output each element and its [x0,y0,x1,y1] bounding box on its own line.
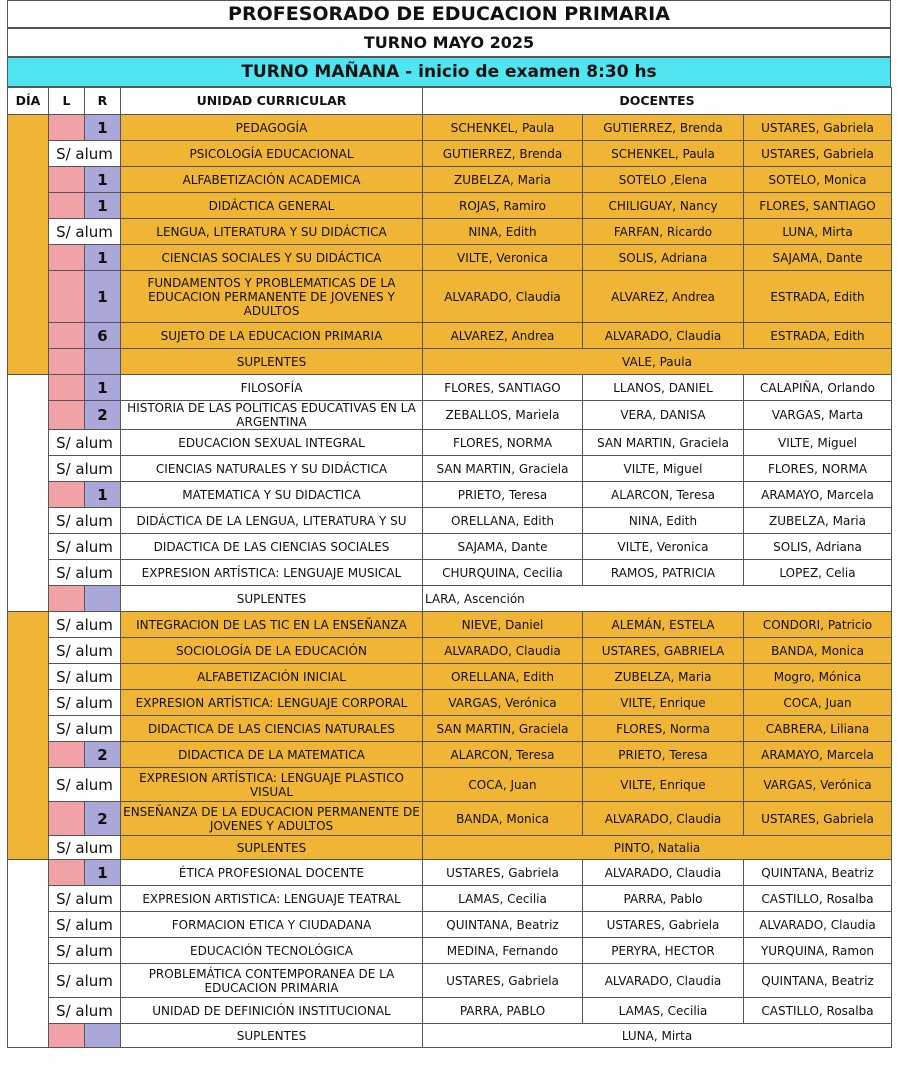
subject-name: EXPRESION ARTISTICA: LENGUAJE TEATRAL [121,886,423,912]
header-l: L [49,88,85,115]
docente-name: ARAMAYO, Marcela [744,742,892,768]
docente-name: ORELLANA, Edith [423,508,583,534]
subject-name: EXPRESION ARTÍSTICA: LENGUAJE PLASTICO VISUAL [121,768,423,802]
docente-name: VILTE, Enrique [583,768,744,802]
docente-name: ALVAREZ, Andrea [423,323,583,349]
docente-name: USTARES, Gabriela [423,964,583,998]
docente-name: ESTRADA, Edith [744,271,892,323]
docente-name: QUINTANA, Beatriz [744,964,892,998]
docente-name: SOLIS, Adriana [583,245,744,271]
docente-name: LLANOS, DANIEL [583,375,744,401]
schedule-row [8,638,892,664]
docente-name: VILTE, Enrique [583,690,744,716]
regular-count: 2 [85,742,121,768]
docente-name: ALARCON, Teresa [423,742,583,768]
sin-alumnos-cell: S/ alum [49,716,121,742]
libre-cell [49,167,85,193]
regular-count: 1 [85,245,121,271]
schedule-row [8,768,892,802]
docente-name: Mogro, Mónica [744,664,892,690]
docente-name: FLORES, SANTIAGO [744,193,892,219]
schedule-row [8,534,892,560]
subject-name: FILOSOFÍA [121,375,423,401]
docente-name: LUNA, Mirta [744,219,892,245]
regular-count: 1 [85,193,121,219]
subject-name: EDUCACIÓN TECNOLÓGICA [121,938,423,964]
suplentes-label: SUPLENTES [121,586,423,612]
regular-count: 1 [85,375,121,401]
docente-name: ZUBELZA, Maria [583,664,744,690]
docente-name: FLORES, SANTIAGO [423,375,583,401]
subject-name: SUJETO DE LA EDUCACION PRIMARIA [121,323,423,349]
schedule-row [8,802,892,836]
schedule-row [8,323,892,349]
day-label [8,860,49,1048]
docente-name: ALVARADO, Claudia [744,912,892,938]
schedule-row [8,508,892,534]
docente-name: VARGAS, Verónica [423,690,583,716]
schedule-row [8,430,892,456]
docente-name: ALVARADO, Claudia [583,802,744,836]
subject-name: DIDACTICA DE LA MATEMATICA [121,742,423,768]
sin-alumnos-cell: S/ alum [49,912,121,938]
docente-name: MEDINA, Fernando [423,938,583,964]
libre-cell [49,802,85,836]
docente-name: VILTE, Veronica [583,534,744,560]
sin-alumnos-cell: S/ alum [49,456,121,482]
header-unidad-curricular: UNIDAD CURRICULAR [121,88,423,115]
docente-name: VILTE, Miguel [583,456,744,482]
sin-alumnos-cell: S/ alum [49,664,121,690]
docente-name: USTARES, Gabriela [744,802,892,836]
sin-alumnos-cell: S/ alum [49,612,121,638]
docente-name: PRIETO, Teresa [423,482,583,508]
libre-cell [49,193,85,219]
docente-name: ALVARADO, Claudia [423,638,583,664]
regular-count: 1 [85,482,121,508]
docente-name: CHILIGUAY, Nancy [583,193,744,219]
regular-count: 2 [85,802,121,836]
subject-name: PEDAGOGÍA [121,115,423,141]
day-label [8,375,49,612]
header-dia: DÍA [8,88,49,115]
subject-name: FORMACION ETICA Y CIUDADANA [121,912,423,938]
sin-alumnos-cell: S/ alum [49,508,121,534]
subject-name: CIENCIAS SOCIALES Y SU DIDÁCTICA [121,245,423,271]
suplentes-row [8,586,892,612]
subject-name: EDUCACION SEXUAL INTEGRAL [121,430,423,456]
libre-cell [49,401,85,430]
schedule-row [8,141,892,167]
subject-name: PSICOLOGÍA EDUCACIONAL [121,141,423,167]
schedule-row [8,482,892,508]
subject-name: DIDÁCTICA DE LA LENGUA, LITERATURA Y SU [121,508,423,534]
schedule-row [8,612,892,638]
docente-name: SAN MARTIN, Graciela [423,456,583,482]
schedule-table [7,87,892,1048]
schedule-row [8,716,892,742]
schedule-row [8,664,892,690]
suplentes-name: PINTO, Natalia [423,836,892,860]
docente-name: VARGAS, Marta [744,401,892,430]
docente-name: ALEMÁN, ESTELA [583,612,744,638]
libre-cell [49,271,85,323]
libre-cell [49,1024,85,1048]
docente-name: ALARCON, Teresa [583,482,744,508]
docente-name: QUINTANA, Beatriz [423,912,583,938]
libre-cell [49,860,85,886]
suplentes-name: LARA, Ascención [423,586,892,612]
subject-name: HISTORIA DE LAS POLITICAS EDUCATIVAS EN LA ARGENTINA [121,401,423,430]
header-docentes: DOCENTES [423,88,892,115]
suplentes-row [8,836,892,860]
libre-cell [49,323,85,349]
regular-count: 1 [85,860,121,886]
regular-count: 6 [85,323,121,349]
regular-count [85,586,121,612]
sin-alumnos-cell: S/ alum [49,938,121,964]
docente-name: PRIETO, Teresa [583,742,744,768]
docente-name: BANDA, Monica [744,638,892,664]
subject-name: ALFABETIZACIÓN ACADEMICA [121,167,423,193]
subject-name: DIDACTICA DE LAS CIENCIAS NATURALES [121,716,423,742]
regular-count: 1 [85,271,121,323]
docente-name: SOTELO, Monica [744,167,892,193]
subject-name: EXPRESION ARTÍSTICA: LENGUAJE CORPORAL [121,690,423,716]
schedule-row [8,115,892,141]
suplentes-label: SUPLENTES [121,836,423,860]
sin-alumnos-cell: S/ alum [49,690,121,716]
docente-name: NIEVE, Daniel [423,612,583,638]
subject-name: ENSEÑANZA DE LA EDUCACION PERMANENTE DE JOVENES Y ADULTOS [121,802,423,836]
sin-alumnos-cell: S/ alum [49,534,121,560]
suplentes-name: VALE, Paula [423,349,892,375]
sin-alumnos-cell: S/ alum [49,219,121,245]
docente-name: USTARES, Gabriela [423,860,583,886]
docente-name: ZEBALLOS, Mariela [423,401,583,430]
docente-name: VILTE, Miguel [744,430,892,456]
schedule-row [8,886,892,912]
docente-name: VARGAS, Verónica [744,768,892,802]
schedule-row [8,690,892,716]
docente-name: ALVARADO, Claudia [583,860,744,886]
libre-cell [49,375,85,401]
docente-name: CONDORI, Patricio [744,612,892,638]
suplentes-row [8,1024,892,1048]
subject-name: INTEGRACION DE LAS TIC EN LA ENSEÑANZA [121,612,423,638]
docente-name: FLORES, Norma [583,716,744,742]
docente-name: FLORES, NORMA [423,430,583,456]
suplentes-label: SUPLENTES [121,1024,423,1048]
docente-name: PARRA, PABLO [423,998,583,1024]
docente-name: ZUBELZA, Maria [744,508,892,534]
docente-name: LOPEZ, Celia [744,560,892,586]
docente-name: CABRERA, Liliana [744,716,892,742]
docente-name: VERA, DANISA [583,401,744,430]
libre-cell [49,482,85,508]
suplentes-label: SUPLENTES [121,349,423,375]
docente-name: ARAMAYO, Marcela [744,482,892,508]
regular-count: 1 [85,115,121,141]
docente-name: ZUBELZA, Maria [423,167,583,193]
docente-name: COCA, Juan [744,690,892,716]
docente-name: NINA, Edith [423,219,583,245]
schedule-row [8,219,892,245]
subject-name: DIDACTICA DE LAS CIENCIAS SOCIALES [121,534,423,560]
docente-name: LAMAS, Cecilia [583,998,744,1024]
docente-name: YURQUINA, Ramon [744,938,892,964]
header-row [8,88,892,115]
docente-name: ESTRADA, Edith [744,323,892,349]
docente-name: CALAPIÑA, Orlando [744,375,892,401]
subject-name: DIDÁCTICA GENERAL [121,193,423,219]
docente-name: USTARES, GABRIELA [583,638,744,664]
docente-name: ALVARADO, Claudia [583,323,744,349]
sin-alumnos-cell: S/ alum [49,768,121,802]
sin-alumnos-cell: S/ alum [49,964,121,998]
schedule-row [8,375,892,401]
docente-name: VILTE, Veronica [423,245,583,271]
docente-name: FLORES, NORMA [744,456,892,482]
shift-banner: TURNO MAÑANA - inicio de examen 8:30 hs [7,57,891,87]
subject-name: LENGUA, LITERATURA Y SU DIDÁCTICA [121,219,423,245]
suplentes-row [8,349,892,375]
sin-alumnos-cell: S/ alum [49,886,121,912]
schedule-row [8,860,892,886]
sin-alumnos-cell: S/ alum [49,141,121,167]
document-subtitle: TURNO MAYO 2025 [7,28,891,57]
subject-name: UNIDAD DE DEFINICIÓN INSTITUCIONAL [121,998,423,1024]
schedule-row [8,245,892,271]
docente-name: NINA, Edith [583,508,744,534]
schedule-row [8,193,892,219]
header-r: R [85,88,121,115]
schedule-row [8,742,892,768]
docente-name: SAN MARTIN, Graciela [583,430,744,456]
docente-name: FARFAN, Ricardo [583,219,744,245]
libre-cell [49,586,85,612]
subject-name: ALFABETIZACIÓN INICIAL [121,664,423,690]
subject-name: SOCIOLOGÍA DE LA EDUCACIÓN [121,638,423,664]
docente-name: USTARES, Gabriela [744,115,892,141]
docente-name: ALVARADO, Claudia [583,964,744,998]
libre-cell [49,349,85,375]
docente-name: SOLIS, Adriana [744,534,892,560]
docente-name: RAMOS, PATRICIA [583,560,744,586]
subject-name: EXPRESION ARTÍSTICA: LENGUAJE MUSICAL [121,560,423,586]
docente-name: GUTIERREZ, Brenda [423,141,583,167]
subject-name: MATEMATICA Y SU DIDACTICA [121,482,423,508]
regular-count [85,349,121,375]
docente-name: BANDA, Monica [423,802,583,836]
sin-alumnos-cell: S/ alum [49,638,121,664]
docente-name: SAJAMA, Dante [744,245,892,271]
docente-name: ALVARADO, Claudia [423,271,583,323]
subject-name: CIENCIAS NATURALES Y SU DIDÁCTICA [121,456,423,482]
docente-name: GUTIERREZ, Brenda [583,115,744,141]
schedule-row [8,912,892,938]
schedule-row [8,560,892,586]
sin-alumnos-cell: S/ alum [49,430,121,456]
docente-name: COCA, Juan [423,768,583,802]
docente-name: ORELLANA, Edith [423,664,583,690]
subject-name: FUNDAMENTOS Y PROBLEMATICAS DE LA EDUCACION PERMANENTE DE JOVENES Y ADULTOS [121,271,423,323]
docente-name: LAMAS, Cecilia [423,886,583,912]
subject-name: PROBLEMÁTICA CONTEMPORANEA DE LA EDUCACION PRIMARIA [121,964,423,998]
docente-name: PERYRA, HECTOR [583,938,744,964]
docente-name: CASTILLO, Rosalba [744,886,892,912]
day-label [8,115,49,375]
day-label [8,612,49,860]
docente-name: SOTELO ,Elena [583,167,744,193]
docente-name: ROJAS, Ramiro [423,193,583,219]
sin-alumnos-cell: S/ alum [49,560,121,586]
docente-name: QUINTANA, Beatriz [744,860,892,886]
docente-name: CASTILLO, Rosalba [744,998,892,1024]
regular-count: 1 [85,167,121,193]
docente-name: SAN MARTIN, Graciela [423,716,583,742]
libre-cell [49,742,85,768]
schedule-row [8,456,892,482]
schedule-row [8,964,892,998]
regular-count: 2 [85,401,121,430]
docente-name: CHURQUINA, Cecilia [423,560,583,586]
suplentes-name: LUNA, Mirta [423,1024,892,1048]
docente-name: PARRA, Pablo [583,886,744,912]
docente-name: SCHENKEL, Paula [423,115,583,141]
schedule-row [8,938,892,964]
libre-cell [49,115,85,141]
schedule-row [8,401,892,430]
docente-name: SAJAMA, Dante [423,534,583,560]
document-title: PROFESORADO DE EDUCACION PRIMARIA [7,0,891,28]
docente-name: SCHENKEL, Paula [583,141,744,167]
docente-name: ALVAREZ, Andrea [583,271,744,323]
schedule-row [8,271,892,323]
sin-alumnos-cell: S/ alum [49,836,121,860]
sin-alumnos-cell: S/ alum [49,998,121,1024]
schedule-row [8,998,892,1024]
libre-cell [49,245,85,271]
docente-name: USTARES, Gabriela [744,141,892,167]
subject-name: ÉTICA PROFESIONAL DOCENTE [121,860,423,886]
docente-name: USTARES, Gabriela [583,912,744,938]
regular-count [85,1024,121,1048]
schedule-row [8,167,892,193]
